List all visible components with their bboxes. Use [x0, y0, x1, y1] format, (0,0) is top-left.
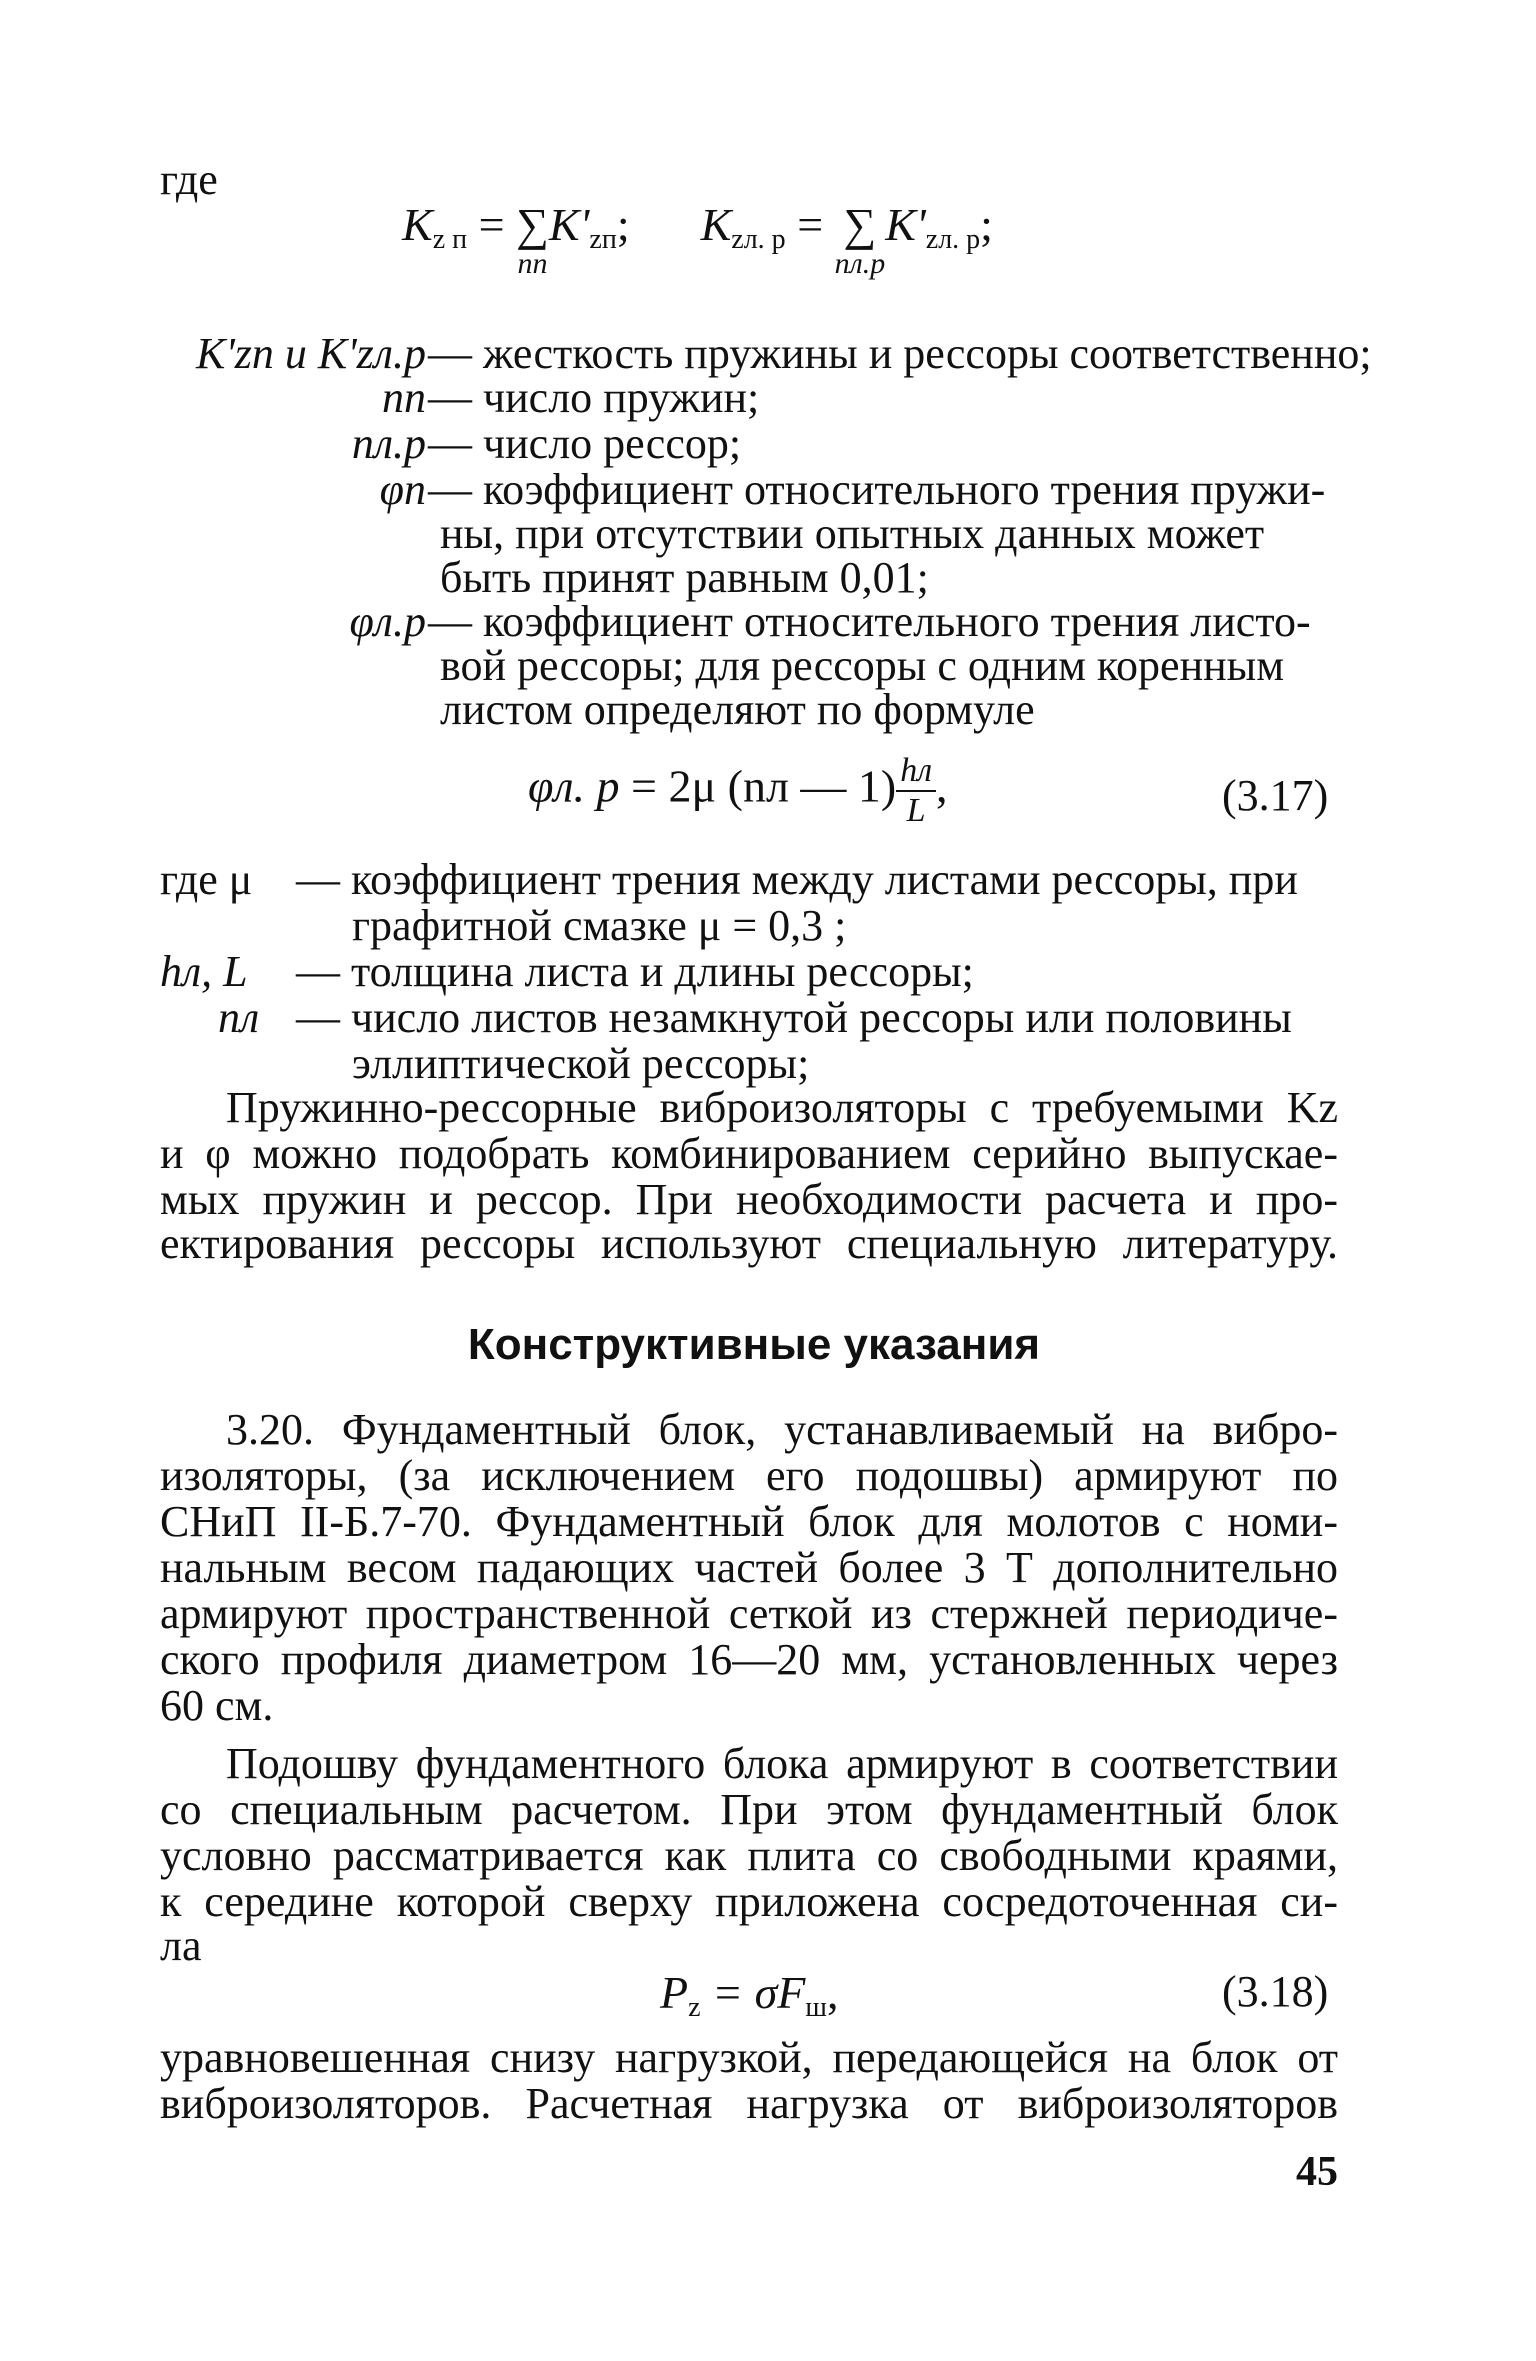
def-2-symbol-0: где μ [160, 855, 253, 904]
formula-3-lhs: P [660, 1967, 689, 2018]
para-2-line-3: нальным весом падающих частей более 3 Т дополнительно [160, 1543, 1338, 1592]
formula-2-den: L [906, 792, 926, 829]
para-1-line-0: Пружинно-рессорные виброизоляторы с требуемыми Kz [226, 1083, 1338, 1132]
sum-a-limit: nп [517, 247, 548, 280]
def-1-text-8: листом определяют по формуле [440, 685, 1035, 734]
formula-1-sep: ; [616, 199, 630, 250]
formula-3-lhs-sub: z [688, 1992, 701, 2023]
para-2-line-1: изоляторы, (за исключением его подошвы) армируют по [160, 1451, 1338, 1500]
def-1-symbol-6: φл.р [349, 597, 426, 646]
para-3-line-2: условно рассматривается как плита со свободными краями, [160, 1831, 1338, 1880]
def-1-text-4: ны, при отсутствии опытных данных может [440, 509, 1265, 558]
formula-3-rhs: = σF [712, 1967, 806, 2018]
def-1-text-5: быть принят равным 0,01; [440, 553, 929, 602]
def-2-symbol-2: hл, L [160, 947, 248, 996]
para-1-line-3: ектирования рессоры используют специальную литературу. [160, 1219, 1338, 1268]
def-1-symbol-3: φп [379, 465, 426, 514]
formula-2-fraction [896, 752, 936, 830]
equation-number-3-18: (3.18) [1222, 1967, 1329, 2016]
def-1-symbol-2: nл.р [351, 419, 426, 468]
para-4-line-0: уравновешенная снизу нагрузкой, передающейся на блок от [160, 2033, 1338, 2082]
def-2-text-1: графитной смазке μ = 0,3 ; [352, 901, 847, 950]
def-1-symbol-1: nп [382, 373, 426, 422]
formula-2-num: hл [896, 752, 936, 792]
formula-1-end: ; [980, 199, 993, 250]
para-2-line-6: 60 см. [160, 1681, 274, 1730]
formula-1-left-b-sub: zл. р [731, 224, 786, 255]
formula-3-tail: , [826, 1967, 839, 2018]
section-heading: Конструктивные указания [467, 1320, 1041, 1369]
formula-1-eq-b: = [797, 199, 824, 250]
formula-2-eq: = 2μ (nл — 1) [631, 760, 897, 812]
equation-number-3-17: (3.17) [1222, 771, 1329, 820]
formula-1-sum-a [516, 198, 549, 281]
sum-b-limit: nл.р [834, 247, 886, 280]
def-2-text-0: — коэффициент трения между листами рессоры, при [296, 855, 1298, 904]
formula-1-left-a: K [402, 199, 433, 250]
def-1-text-7: вой рессоры; для рессоры с одним коренным [440, 641, 1285, 690]
para-1-line-2: мых пружин и рессор. При необходимости расчета и про- [160, 1175, 1338, 1224]
intro-word: где [160, 155, 218, 204]
para-3-line-1: со специальным расчетом. При этом фундаментный блок [160, 1785, 1338, 1834]
para-3-line-3: к середине которой сверху приложена сосредоточенная си- [160, 1877, 1338, 1926]
def-2-text-3: — число листов незамкнутой рессоры или половины [296, 993, 1292, 1042]
formula-3-rhs-sub: ш [805, 1992, 827, 2023]
sum-a-symbol: ∑ [516, 199, 549, 250]
formula-2-lhs: φл. р [528, 760, 620, 812]
def-1-text-2: — число рессор; [428, 419, 742, 468]
para-1-line-1: и φ можно подобрать комбинированием серийно выпускае- [160, 1129, 1338, 1178]
para-2-line-4: армируют пространственной сеткой из стержней периодиче- [160, 1589, 1338, 1638]
sum-b-symbol: ∑ [843, 199, 877, 250]
def-1-text-6: — коэффициент относительного трения листо- [428, 597, 1311, 646]
page-number: 45 [1296, 2149, 1338, 2195]
formula-1-term-b: K' [885, 199, 926, 250]
def-2-symbol-3: nл [218, 993, 260, 1042]
para-2-line-0: 3.20. Фундаментный блок, устанавливаемый на вибро- [226, 1405, 1338, 1454]
para-4-line-1: виброизоляторов. Расчетная нагрузка от виброизоляторов [160, 2079, 1338, 2128]
def-2-text-4: эллиптической рессоры; [352, 1039, 810, 1088]
formula-1-eq-a: = [478, 199, 505, 250]
formula-1-term-b-sub: zл. р [925, 224, 981, 255]
formula-3-18 [660, 1966, 838, 2024]
formula-1-left-b: K [700, 199, 732, 250]
def-1-text-0: — жесткость пружины и рессоры соответственно; [428, 329, 1372, 378]
formula-3-17 [528, 752, 948, 830]
para-3-line-4: ла [160, 1921, 202, 1970]
def-1-text-1: — число пружин; [428, 373, 760, 422]
formula-1-term-a: K' [548, 199, 590, 250]
formula-sums [402, 198, 993, 281]
formula-1-term-a-sub: zп [589, 224, 617, 255]
para-3-line-0: Подошву фундаментного блока армируют в соответствии [226, 1739, 1338, 1788]
def-2-text-2: — толщина листа и длины рессоры; [296, 947, 974, 996]
formula-1-left-a-sub: z п [432, 224, 468, 255]
para-2-line-5: ского профиля диаметром 16—20 мм, установленных через [160, 1635, 1338, 1684]
para-2-line-2: СНиП II-Б.7-70. Фундаментный блок для молотов с номи- [160, 1497, 1338, 1546]
formula-1-sum-b [835, 198, 886, 281]
def-1-symbol-0: K'zп и K'zл.р [196, 329, 426, 378]
formula-2-tail: , [936, 760, 948, 812]
def-1-text-3: — коэффициент относительного трения пружи- [428, 465, 1326, 514]
